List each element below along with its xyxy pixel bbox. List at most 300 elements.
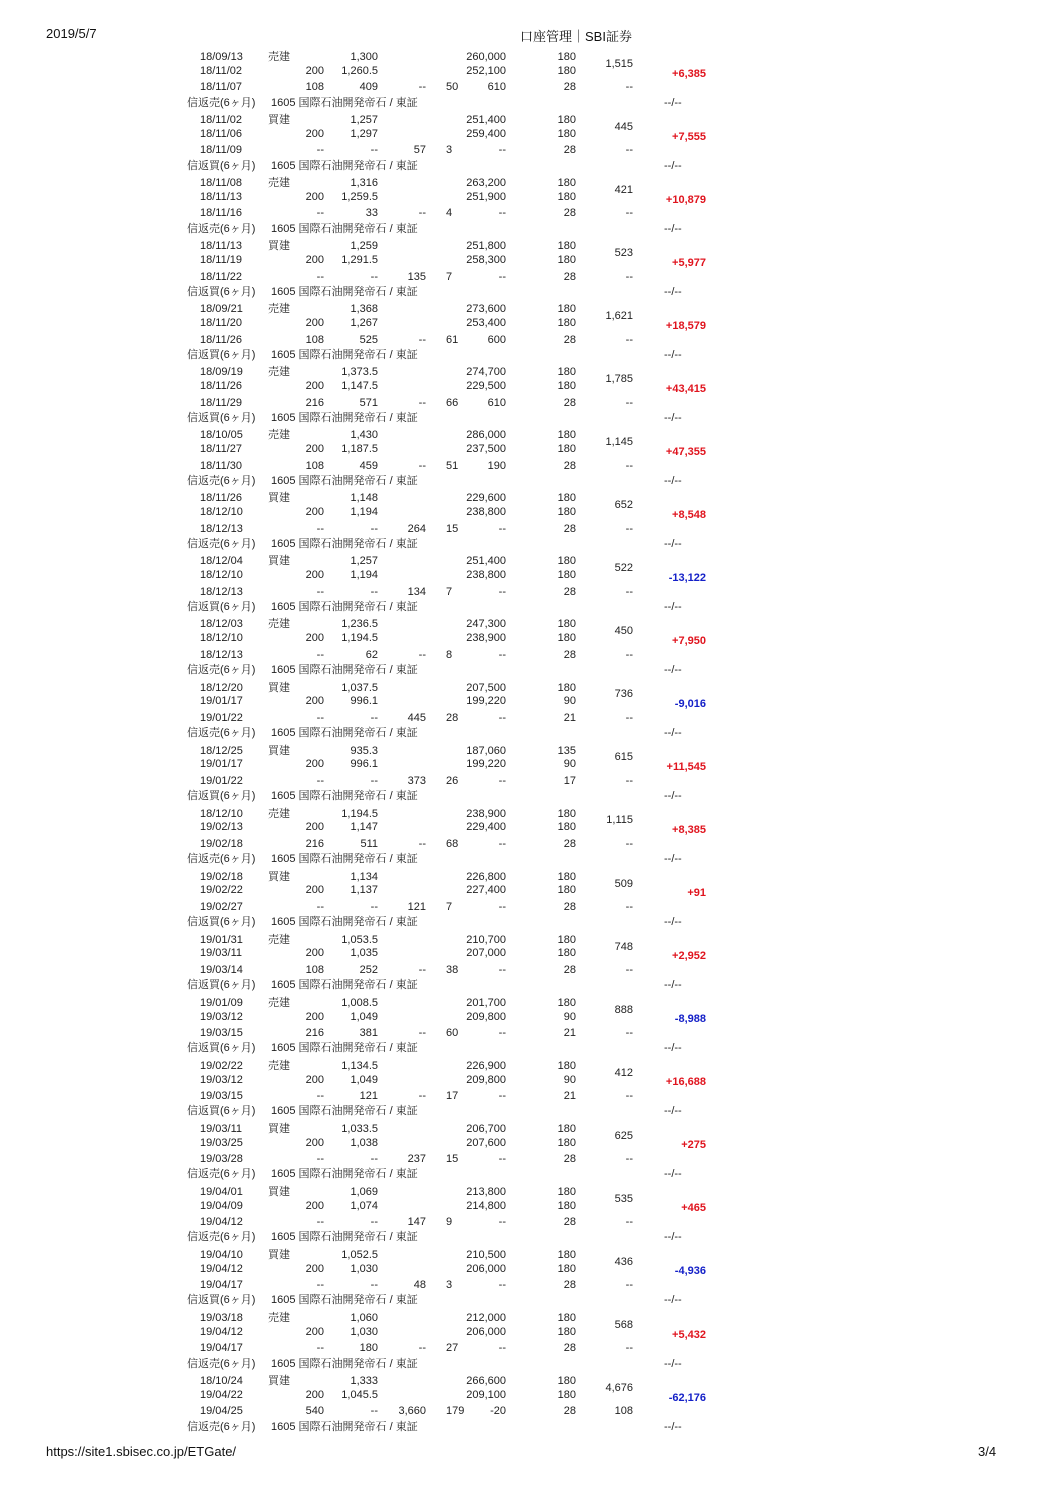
trade-block (0, 555, 1050, 618)
lending-fee: 33 (365, 207, 378, 220)
cost-total: 748 (614, 940, 633, 953)
close-price: 1,194 (350, 506, 378, 519)
trade-block (0, 303, 1050, 366)
quantity: 200 (305, 253, 324, 266)
open-price: 1,134 (350, 870, 378, 883)
interest: 237 (407, 1153, 426, 1166)
rights-adjustment: -20 (490, 1405, 506, 1418)
close-amount: 214,800 (466, 1199, 506, 1212)
open-amount: 251,400 (466, 555, 506, 568)
open-amount: 238,900 (466, 807, 506, 820)
close-fee: 180 (557, 569, 576, 582)
interest: 134 (407, 585, 426, 598)
open-date: 19/02/22 (200, 1059, 243, 1072)
days: 15 (446, 522, 459, 535)
tax-amount: 28 (563, 207, 576, 220)
open-amount: 251,800 (466, 240, 506, 253)
settle-type: 信返売(6ヶ月) (187, 727, 256, 740)
close-date: 19/04/09 (200, 1199, 243, 1212)
close-amount: 209,100 (466, 1388, 506, 1401)
open-fee: 180 (557, 681, 576, 694)
open-fee: 135 (557, 744, 576, 757)
security-name: 1605 国際石油開発帝石 / 東証 (271, 159, 418, 172)
security-name: 1605 国際石油開発帝石 / 東証 (271, 474, 418, 487)
open-date: 19/04/01 (200, 1185, 243, 1198)
page-number: 3/4 (978, 1444, 997, 1459)
settle-type: 信返売(6ヶ月) (187, 1231, 256, 1244)
rights-adjustment: -- (498, 837, 506, 850)
open-price: 1,316 (350, 177, 378, 190)
admin-fee: -- (316, 1090, 324, 1103)
days: 38 (446, 964, 459, 977)
quantity: 200 (305, 1325, 324, 1338)
profit-loss: +11,545 (666, 761, 706, 774)
profit-loss: +2,952 (672, 950, 706, 963)
delivery-date: 18/12/13 (200, 522, 243, 535)
trade-type: 売建 (268, 177, 290, 190)
trade-type: 売建 (268, 807, 290, 820)
tax-amount: 28 (563, 144, 576, 157)
days: 9 (446, 1216, 453, 1229)
trade-block (0, 1375, 1050, 1438)
delivery-date: 18/11/07 (200, 81, 243, 94)
trade-type: 買建 (268, 1375, 290, 1388)
lending-fee: -- (370, 1216, 378, 1229)
open-amount: 206,700 (466, 1122, 506, 1135)
close-price: 1,259.5 (341, 190, 378, 203)
trade-type: 買建 (268, 1248, 290, 1261)
settle-marker: --/-- (664, 159, 682, 172)
close-date: 18/11/27 (200, 443, 243, 456)
close-date: 19/03/11 (200, 947, 243, 960)
settle-marker: --/-- (664, 916, 682, 929)
interest: -- (418, 333, 426, 346)
trade-block (0, 492, 1050, 555)
open-fee: 180 (557, 429, 576, 442)
open-price: 1,300 (350, 51, 378, 63)
interest: 445 (407, 711, 426, 724)
close-amount: 209,800 (466, 1073, 506, 1086)
open-price: 935.3 (350, 744, 378, 757)
interest: 3,660 (398, 1405, 426, 1418)
interest: 57 (413, 144, 426, 157)
open-fee: 180 (557, 366, 576, 379)
rights-adjustment: -- (498, 964, 506, 977)
settle-type: 信返売(6ヶ月) (187, 222, 256, 235)
days: 50 (446, 81, 459, 94)
close-date: 18/12/10 (200, 506, 243, 519)
admin-fee: -- (316, 648, 324, 661)
tax-amount: 28 (563, 901, 576, 913)
open-date: 18/11/13 (200, 240, 243, 253)
trade-type: 売建 (268, 933, 290, 946)
close-amount: 237,500 (466, 443, 506, 456)
rights-adjustment: -- (498, 648, 506, 661)
trade-block (0, 51, 1050, 114)
profit-loss: +18,579 (665, 319, 706, 332)
days: 7 (446, 585, 453, 598)
profit-loss: -62,176 (668, 1391, 706, 1404)
cost-total: 1,515 (605, 57, 633, 70)
close-price: 1,297 (350, 127, 378, 140)
settle-type: 信返買(6ヶ月) (187, 1294, 256, 1307)
delivery-date: 18/11/16 (200, 207, 243, 220)
close-date: 19/03/25 (200, 1136, 243, 1149)
interest: -- (418, 964, 426, 977)
rights-adjustment: -- (498, 1342, 506, 1355)
tax-amount: 28 (563, 837, 576, 850)
settle-type: 信返売(6ヶ月) (187, 663, 256, 676)
rights-adjustment: -- (498, 585, 506, 598)
open-amount: 187,060 (466, 744, 506, 757)
rights-adjustment: -- (498, 1153, 506, 1166)
delivery-date: 18/11/09 (200, 144, 243, 157)
days: 27 (446, 1342, 459, 1355)
security-name: 1605 国際石油開発帝石 / 東証 (271, 1105, 418, 1118)
open-amount: 212,000 (466, 1312, 506, 1324)
close-price: 1,194.5 (341, 632, 378, 645)
admin-fee: -- (316, 1342, 324, 1355)
close-amount: 238,800 (466, 506, 506, 519)
lending-fee: -- (370, 585, 378, 598)
settle-marker: --/-- (664, 285, 682, 298)
open-price: 1,373.5 (341, 366, 378, 379)
open-date: 18/12/20 (200, 681, 243, 694)
security-name: 1605 国際石油開発帝石 / 東証 (271, 727, 418, 740)
open-amount: 226,900 (466, 1059, 506, 1072)
close-fee: 180 (557, 1199, 576, 1212)
close-fee: 180 (557, 443, 576, 456)
delivery-date: 18/12/13 (200, 585, 243, 598)
delivery-date: 19/03/28 (200, 1153, 243, 1166)
settle-marker: --/-- (664, 663, 682, 676)
security-name: 1605 国際石油開発帝石 / 東証 (271, 1168, 418, 1181)
trade-type: 売建 (268, 429, 290, 442)
cost-total: 1,145 (605, 436, 633, 449)
security-name: 1605 国際石油開発帝石 / 東証 (271, 853, 418, 866)
profit-loss: -8,988 (674, 1013, 706, 1026)
close-amount: 229,500 (466, 380, 506, 393)
close-amount: 229,400 (466, 821, 506, 834)
trade-block (0, 1249, 1050, 1312)
profit-loss: +465 (681, 1202, 706, 1215)
trade-block (0, 808, 1050, 871)
other-fee: -- (625, 81, 633, 94)
interest: 121 (407, 901, 426, 913)
close-price: 1,049 (350, 1073, 378, 1086)
security-name: 1605 国際石油開発帝石 / 東証 (271, 411, 418, 424)
tax-amount: 28 (563, 585, 576, 598)
other-fee: -- (625, 207, 633, 220)
interest: -- (418, 207, 426, 220)
close-date: 18/11/06 (200, 127, 243, 140)
security-name: 1605 国際石油開発帝石 / 東証 (271, 790, 418, 803)
close-date: 18/11/19 (200, 253, 243, 266)
other-fee: -- (625, 964, 633, 977)
interest: -- (418, 1090, 426, 1103)
other-fee: -- (625, 1027, 633, 1040)
open-amount: 210,500 (466, 1248, 506, 1261)
rights-adjustment: -- (498, 1090, 506, 1103)
close-amount: 238,800 (466, 569, 506, 582)
security-name: 1605 国際石油開発帝石 / 東証 (271, 663, 418, 676)
quantity: 200 (305, 127, 324, 140)
admin-fee: 216 (305, 1027, 324, 1040)
admin-fee: 108 (305, 81, 324, 94)
close-price: 1,267 (350, 316, 378, 329)
close-fee: 180 (557, 632, 576, 645)
open-amount: 226,800 (466, 870, 506, 883)
rights-adjustment: -- (498, 270, 506, 283)
settle-marker: --/-- (664, 1231, 682, 1244)
profit-loss: -4,936 (674, 1265, 706, 1278)
admin-fee: -- (316, 1279, 324, 1292)
admin-fee: 108 (305, 333, 324, 346)
admin-fee: 216 (305, 396, 324, 409)
open-fee: 180 (557, 933, 576, 946)
close-fee: 180 (557, 1325, 576, 1338)
days: 68 (446, 837, 459, 850)
close-date: 19/04/22 (200, 1388, 243, 1401)
lending-fee: 62 (365, 648, 378, 661)
settle-type: 信返買(6ヶ月) (187, 1105, 256, 1118)
quantity: 200 (305, 1010, 324, 1023)
delivery-date: 18/11/26 (200, 333, 243, 346)
other-fee: -- (625, 585, 633, 598)
open-fee: 180 (557, 1375, 576, 1388)
other-fee: -- (625, 1342, 633, 1355)
admin-fee: -- (316, 207, 324, 220)
trade-block (0, 1186, 1050, 1249)
open-price: 1,069 (350, 1185, 378, 1198)
open-date: 18/10/05 (200, 429, 243, 442)
settle-type: 信返売(6ヶ月) (187, 1420, 256, 1433)
days: 66 (446, 396, 459, 409)
cost-total: 445 (614, 120, 633, 133)
open-amount: 251,400 (466, 114, 506, 127)
open-fee: 180 (557, 240, 576, 253)
interest: -- (418, 459, 426, 472)
profit-loss: +7,950 (672, 634, 706, 647)
open-fee: 180 (557, 1122, 576, 1135)
profit-loss: +7,555 (672, 130, 706, 143)
other-fee: -- (625, 270, 633, 283)
settle-marker: --/-- (664, 1357, 682, 1370)
trade-block (0, 429, 1050, 492)
interest: 48 (413, 1279, 426, 1292)
close-fee: 180 (557, 380, 576, 393)
profit-loss: +8,548 (672, 508, 706, 521)
days: 17 (446, 1090, 459, 1103)
trade-type: 売建 (268, 1059, 290, 1072)
open-amount: 286,000 (466, 429, 506, 442)
open-price: 1,236.5 (341, 618, 378, 631)
quantity: 200 (305, 884, 324, 897)
cost-total: 1,621 (605, 310, 633, 323)
close-amount: 251,900 (466, 190, 506, 203)
tax-amount: 21 (563, 1027, 576, 1040)
settle-marker: --/-- (664, 600, 682, 613)
lending-fee: 511 (360, 837, 378, 850)
quantity: 200 (305, 1262, 324, 1275)
trade-block (0, 177, 1050, 240)
days: 26 (446, 774, 459, 787)
close-amount: 227,400 (466, 884, 506, 897)
open-date: 18/12/04 (200, 555, 243, 568)
open-amount: 210,700 (466, 933, 506, 946)
trade-block (0, 934, 1050, 997)
open-amount: 274,700 (466, 366, 506, 379)
quantity: 200 (305, 947, 324, 960)
open-amount: 201,700 (466, 996, 506, 1009)
cost-total: 522 (614, 562, 633, 575)
close-fee: 180 (557, 506, 576, 519)
quantity: 200 (305, 758, 324, 771)
open-price: 1,134.5 (341, 1059, 378, 1072)
close-fee: 180 (557, 947, 576, 960)
cost-total: 888 (614, 1003, 633, 1016)
open-price: 1,033.5 (341, 1122, 378, 1135)
delivery-date: 18/11/29 (200, 396, 243, 409)
close-date: 19/03/12 (200, 1010, 243, 1023)
close-date: 19/02/22 (200, 884, 243, 897)
other-fee: -- (625, 648, 633, 661)
settle-marker: --/-- (664, 727, 682, 740)
settle-type: 信返売(6ヶ月) (187, 474, 256, 487)
security-name: 1605 国際石油開発帝石 / 東証 (271, 348, 418, 361)
settle-type: 信返買(6ヶ月) (187, 600, 256, 613)
cost-total: 509 (614, 877, 633, 890)
close-date: 19/04/12 (200, 1325, 243, 1338)
settle-marker: --/-- (664, 537, 682, 550)
settle-marker: --/-- (664, 348, 682, 361)
quantity: 200 (305, 1073, 324, 1086)
other-fee: -- (625, 333, 633, 346)
other-fee: -- (625, 1279, 633, 1292)
lending-fee: -- (370, 522, 378, 535)
trade-type: 買建 (268, 1122, 290, 1135)
admin-fee: -- (316, 270, 324, 283)
open-date: 18/12/03 (200, 618, 243, 631)
open-fee: 180 (557, 303, 576, 316)
close-price: 1,147.5 (341, 380, 378, 393)
trade-type: 買建 (268, 870, 290, 883)
trade-block (0, 745, 1050, 808)
close-price: 1,147 (350, 821, 378, 834)
interest: 147 (407, 1216, 426, 1229)
interest: -- (418, 1342, 426, 1355)
other-fee: 108 (614, 1405, 633, 1418)
close-date: 19/04/12 (200, 1262, 243, 1275)
close-fee: 180 (557, 1262, 576, 1275)
admin-fee: 540 (305, 1405, 324, 1418)
other-fee: -- (625, 1090, 633, 1103)
lending-fee: -- (370, 1153, 378, 1166)
security-name: 1605 国際石油開発帝石 / 東証 (271, 600, 418, 613)
delivery-date: 19/04/17 (200, 1342, 243, 1355)
trade-type: 売建 (268, 1312, 290, 1324)
close-fee: 90 (563, 758, 576, 771)
close-date: 19/02/13 (200, 821, 243, 834)
close-date: 18/12/10 (200, 632, 243, 645)
interest: -- (418, 396, 426, 409)
open-date: 18/09/21 (200, 303, 243, 316)
trade-type: 売建 (268, 618, 290, 631)
days: 3 (446, 144, 453, 157)
open-price: 1,333 (350, 1375, 378, 1388)
trade-block (0, 871, 1050, 934)
delivery-date: 19/02/27 (200, 901, 243, 913)
print-date: 2019/5/7 (46, 26, 97, 41)
other-fee: -- (625, 1153, 633, 1166)
open-fee: 180 (557, 51, 576, 63)
delivery-date: 18/12/13 (200, 648, 243, 661)
open-date: 18/11/02 (200, 114, 243, 127)
open-amount: 207,500 (466, 681, 506, 694)
close-fee: 180 (557, 821, 576, 834)
quantity: 200 (305, 569, 324, 582)
security-name: 1605 国際石油開発帝石 / 東証 (271, 979, 418, 992)
settle-type: 信返買(6ヶ月) (187, 1042, 256, 1055)
cost-total: 615 (614, 751, 633, 764)
tax-amount: 28 (563, 1279, 576, 1292)
tax-amount: 28 (563, 964, 576, 977)
close-fee: 180 (557, 127, 576, 140)
close-price: 996.1 (350, 758, 378, 771)
delivery-date: 19/01/22 (200, 711, 243, 724)
settle-type: 信返売(6ヶ月) (187, 1168, 256, 1181)
open-fee: 180 (557, 492, 576, 505)
settle-marker: --/-- (664, 474, 682, 487)
admin-fee: -- (316, 1216, 324, 1229)
interest: -- (418, 81, 426, 94)
trade-type: 買建 (268, 492, 290, 505)
cost-total: 412 (614, 1066, 633, 1079)
cost-total: 535 (614, 1192, 633, 1205)
close-price: 1,038 (350, 1136, 378, 1149)
open-date: 19/01/09 (200, 996, 243, 1009)
close-amount: 253,400 (466, 316, 506, 329)
settle-marker: --/-- (664, 1168, 682, 1181)
security-name: 1605 国際石油開発帝石 / 東証 (271, 285, 418, 298)
other-fee: -- (625, 396, 633, 409)
open-price: 1,060 (350, 1312, 378, 1324)
interest: -- (418, 837, 426, 850)
interest: 135 (407, 270, 426, 283)
open-amount: 260,000 (466, 51, 506, 63)
delivery-date: 19/04/25 (200, 1405, 243, 1418)
open-fee: 180 (557, 1185, 576, 1198)
open-price: 1,008.5 (341, 996, 378, 1009)
quantity: 200 (305, 1199, 324, 1212)
lending-fee: -- (370, 774, 378, 787)
close-price: 1,030 (350, 1262, 378, 1275)
other-fee: -- (625, 837, 633, 850)
close-price: 1,045.5 (341, 1388, 378, 1401)
close-date: 19/03/12 (200, 1073, 243, 1086)
cost-total: 436 (614, 1255, 633, 1268)
close-amount: 199,220 (466, 695, 506, 708)
days: 179 (446, 1405, 465, 1418)
close-date: 18/11/13 (200, 190, 243, 203)
days: 7 (446, 270, 453, 283)
settle-type: 信返売(6ヶ月) (187, 1357, 256, 1370)
rights-adjustment: -- (498, 1216, 506, 1229)
trade-block (0, 240, 1050, 303)
close-fee: 90 (563, 1010, 576, 1023)
profit-loss: +8,385 (672, 824, 706, 837)
close-date: 19/01/17 (200, 758, 243, 771)
